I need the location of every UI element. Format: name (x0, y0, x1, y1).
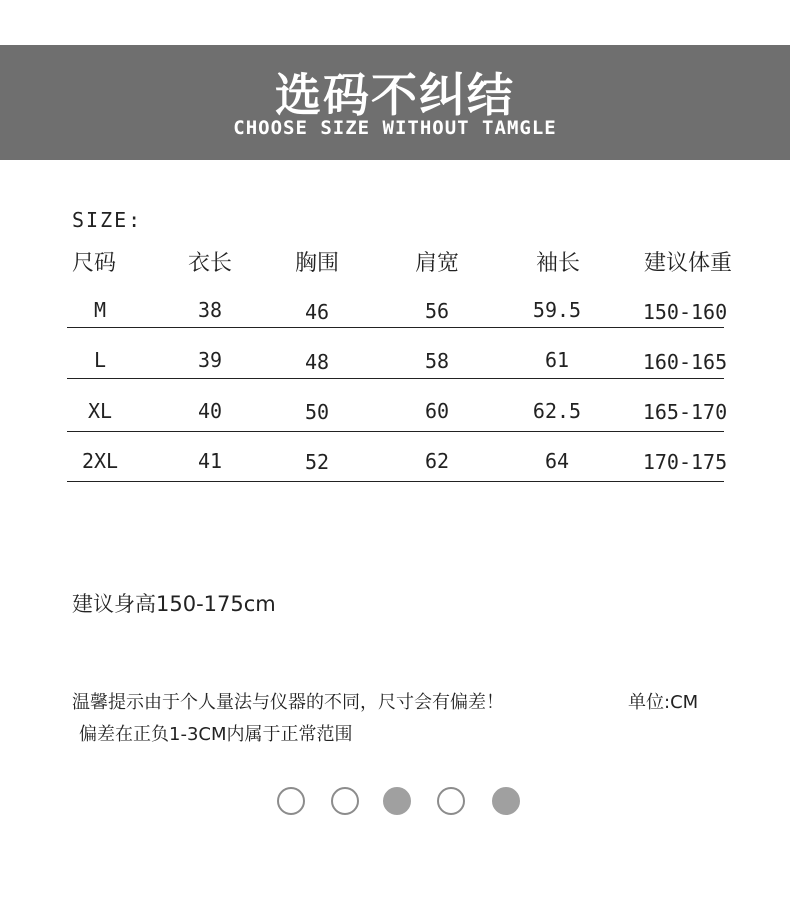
table-cell: 62.5 (532, 399, 582, 423)
table-cell: 165-170 (642, 400, 728, 424)
header-banner (0, 45, 790, 160)
pagination-dots (0, 787, 790, 817)
header-chest: 胸围 (294, 251, 339, 276)
table-cell: 150-160 (642, 300, 728, 324)
table-cell: 2XL (81, 449, 119, 473)
table-cell: 59.5 (532, 298, 582, 322)
table-cell: 62 (424, 449, 450, 473)
height-recommendation: 建议身高150-175cm (72, 592, 276, 616)
table-cell: 39 (197, 348, 223, 372)
page-dot-active[interactable] (383, 787, 411, 815)
measurement-tip: 温馨提示由于个人量法与仪器的不同，尺寸会有偏差！ (72, 692, 504, 713)
table-cell: 40 (197, 399, 223, 423)
header-weight: 建议体重 (643, 251, 732, 276)
table-cell: L (93, 348, 107, 372)
page-dot[interactable] (331, 787, 359, 815)
table-cell: 52 (304, 450, 330, 474)
table-cell: XL (87, 399, 113, 423)
deviation-note: 偏差在正负1-3CM内属于正常范围 (79, 724, 353, 745)
header-length: 衣长 (187, 251, 232, 276)
table-cell: 170-175 (642, 450, 728, 474)
header-shoulder: 肩宽 (414, 251, 459, 276)
table-cell: 48 (304, 350, 330, 374)
table-cell: 61 (544, 348, 570, 372)
row-divider (67, 378, 724, 379)
table-cell: 46 (304, 300, 330, 324)
table-cell: 50 (304, 400, 330, 424)
table-cell: 60 (424, 399, 450, 423)
page-dot[interactable] (437, 787, 465, 815)
row-divider (67, 481, 724, 482)
banner-subtitle: CHOOSE SIZE WITHOUT TAMGLE (233, 117, 557, 139)
banner-title: 选码不纠结 (275, 68, 515, 122)
size-label: SIZE: (72, 208, 143, 232)
header-size: 尺码 (72, 251, 117, 276)
table-cell: 56 (424, 299, 450, 323)
unit-label: 单位:CM (628, 692, 699, 713)
table-cell: M (93, 298, 107, 322)
page-dot[interactable] (277, 787, 305, 815)
table-cell: 41 (197, 449, 223, 473)
table-cell: 160-165 (642, 350, 728, 374)
table-cell: 38 (197, 298, 223, 322)
table-cell: 58 (424, 349, 450, 373)
header-sleeve: 袖长 (535, 251, 580, 276)
row-divider (67, 431, 724, 432)
page-dot-active[interactable] (492, 787, 520, 815)
table-cell: 64 (544, 449, 570, 473)
row-divider (67, 327, 724, 328)
